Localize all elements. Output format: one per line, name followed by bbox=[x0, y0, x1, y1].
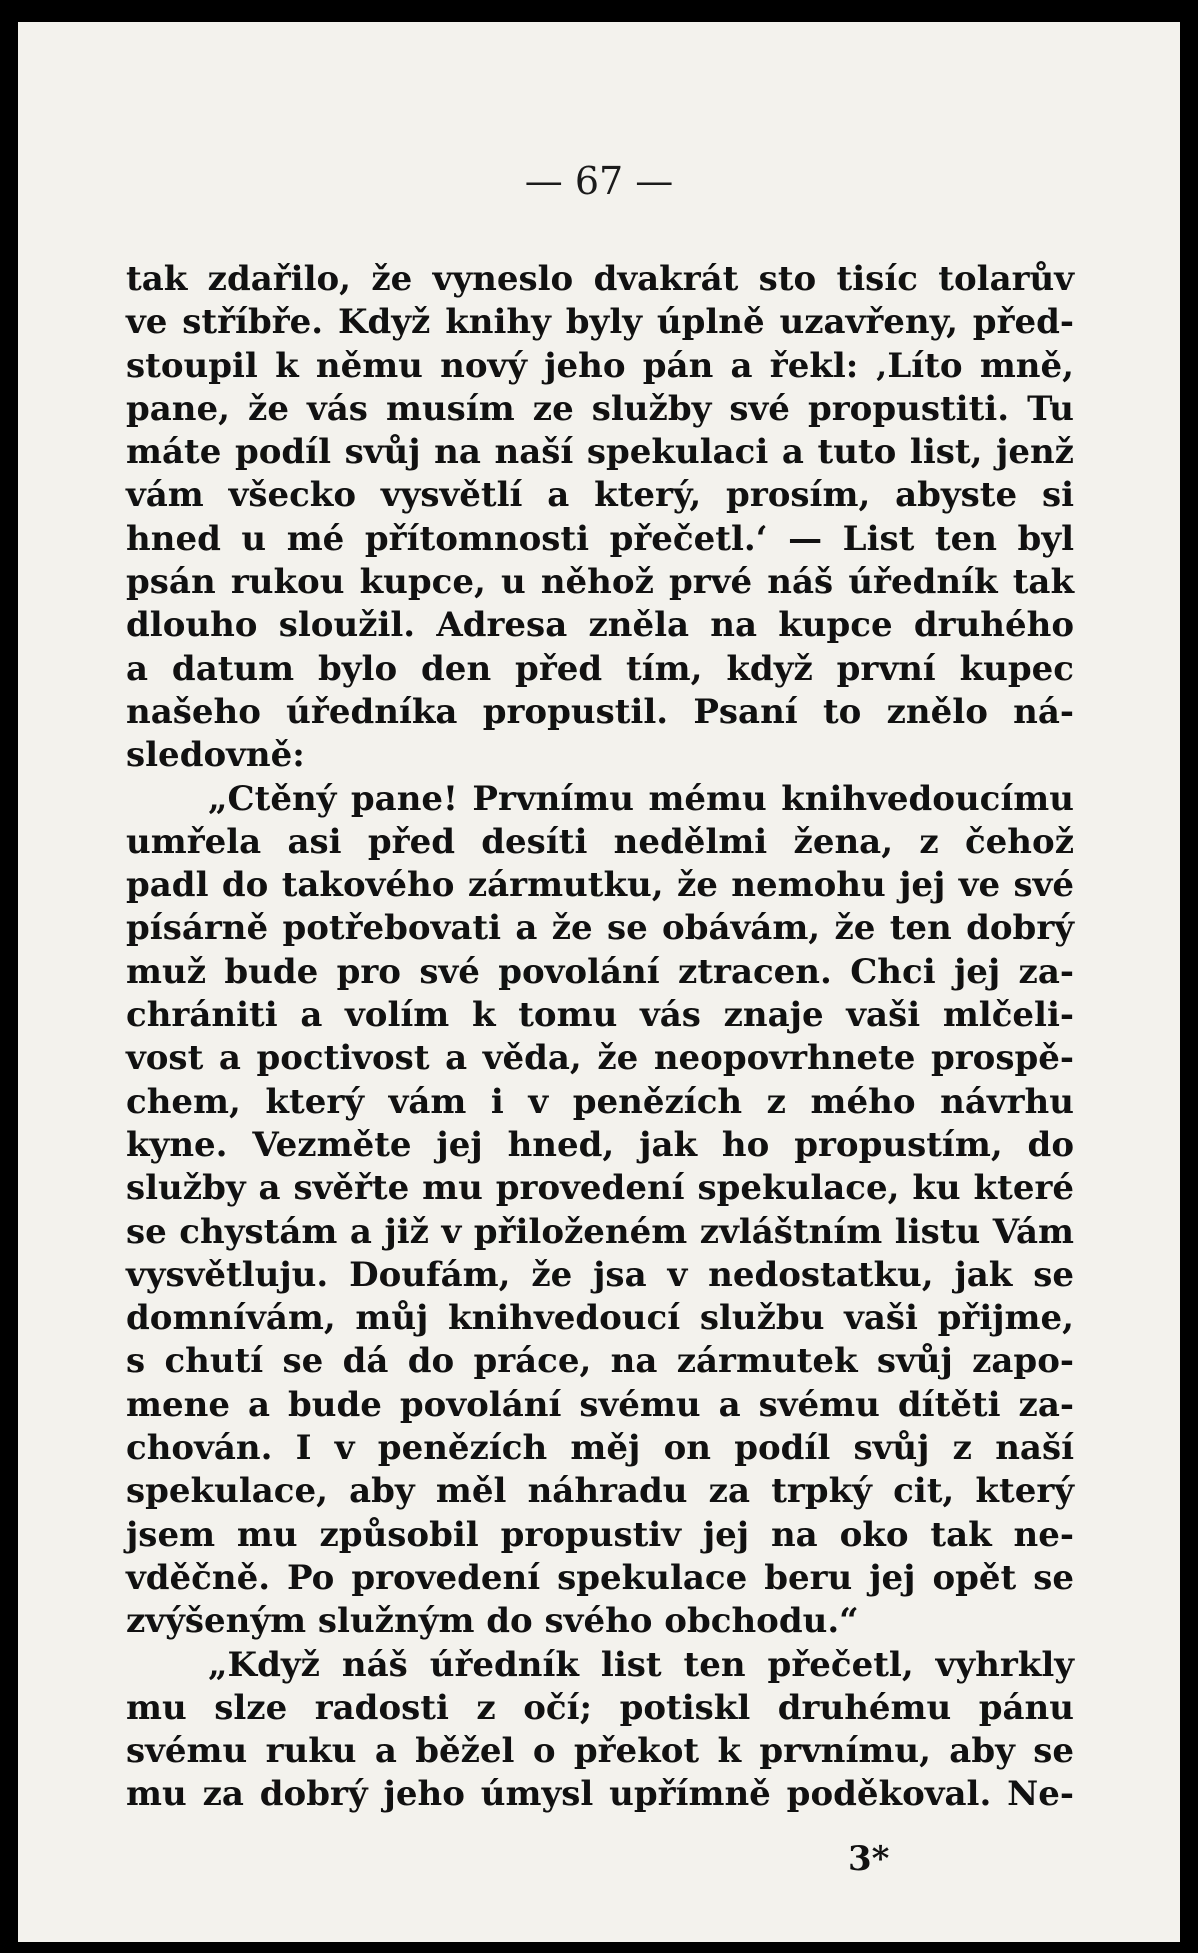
text-line: svému ruku a běžel o překot k prvnímu, aby se bbox=[126, 1731, 1074, 1772]
text-line: mene a bude povolání svému a svému dítěti za- bbox=[126, 1384, 1074, 1425]
text-line: domnívám, můj knihvedoucí službu vaši přijme, bbox=[126, 1298, 1074, 1339]
text-line: dlouho sloužil. Adresa zněla na kupce druhého bbox=[126, 605, 1074, 646]
text-line: se chystám a již v přiloženém zvláštním listu Vám bbox=[126, 1211, 1074, 1252]
body-text bbox=[126, 258, 1074, 1817]
text-line: chem, který vám i v penězích z mého návrhu bbox=[126, 1081, 1074, 1122]
text-line: spekulace, aby měl náhradu za trpký cit, který bbox=[126, 1471, 1074, 1512]
page-number: — 67 — bbox=[524, 159, 674, 203]
text-line: vám všecko vysvětlí a který, prosím, abyste si bbox=[126, 475, 1074, 516]
text-line: vost a poctivost a věda, že neopovrhnete prospě- bbox=[126, 1038, 1074, 1079]
text-line: padl do takového zármutku, že nemohu jej ve své bbox=[126, 865, 1074, 906]
text-line: zvýšeným služným do svého obchodu.“ bbox=[126, 1601, 859, 1642]
text-line: pane, že vás musím ze služby své propustiti. Tu bbox=[126, 388, 1074, 429]
text-line: stoupil k němu nový jeho pán a řekl: ‚Líto mně, bbox=[126, 345, 1074, 386]
text-line: chrániti a volím k tomu vás znaje vaši mlčeli- bbox=[126, 995, 1074, 1036]
text-line: sledovně: bbox=[126, 735, 305, 776]
text-line: vysvětluju. Doufám, že jsa v nedostatku, jak se bbox=[126, 1254, 1074, 1295]
text-line: a datum bylo den před tím, když první kupec bbox=[126, 648, 1074, 689]
text-line: mu za dobrý jeho úmysl upřímně poděkoval. Ne- bbox=[126, 1774, 1074, 1815]
text-line: kyne. Vezměte jej hned, jak ho propustím, do bbox=[126, 1124, 1074, 1165]
text-line: ve stříbře. Když knihy byly úplně uzavřeny, před- bbox=[126, 302, 1074, 343]
text-line: muž bude pro své povolání ztracen. Chci jej za- bbox=[126, 951, 1074, 992]
text-line: chován. I v penězích měj on podíl svůj z naší bbox=[126, 1428, 1074, 1469]
text-line: hned u mé přítomnosti přečetl.‘ — List ten byl bbox=[126, 518, 1074, 559]
text-line: služby a svěřte mu provedení spekulace, ku které bbox=[126, 1168, 1074, 1209]
text-line: tak zdařilo, že vyneslo dvakrát sto tisíc tolarův bbox=[126, 259, 1074, 299]
text-line: našeho úředníka propustil. Psaní to znělo ná- bbox=[126, 691, 1074, 732]
text-line: písárně potřebovati a že se obávám, že ten dobrý bbox=[126, 908, 1074, 949]
text-line: „Ctěný pane! Prvnímu mému knihvedoucímu bbox=[208, 778, 1074, 819]
text-line: jsem mu způsobil propustiv jej na oko tak ne- bbox=[126, 1514, 1074, 1555]
text-line: umřela asi před desíti nedělmi žena, z čehož bbox=[126, 821, 1074, 862]
text-line: vděčně. Po provedení spekulace beru jej opět se bbox=[126, 1557, 1074, 1598]
text-line: mu slze radosti z očí; potiskl druhému pánu bbox=[126, 1687, 1074, 1728]
book-page bbox=[18, 22, 1180, 1942]
text-line: „Když náš úředník list ten přečetl, vyhrkly bbox=[208, 1644, 1074, 1685]
text-line: máte podíl svůj na naší spekulaci a tuto list, jenž bbox=[126, 432, 1074, 473]
text-line: psán rukou kupce, u něhož prvé náš úředník tak bbox=[126, 562, 1074, 603]
signature-mark: 3* bbox=[848, 1839, 890, 1879]
text-line: s chutí se dá do práce, na zármutek svůj zapo- bbox=[126, 1341, 1074, 1382]
